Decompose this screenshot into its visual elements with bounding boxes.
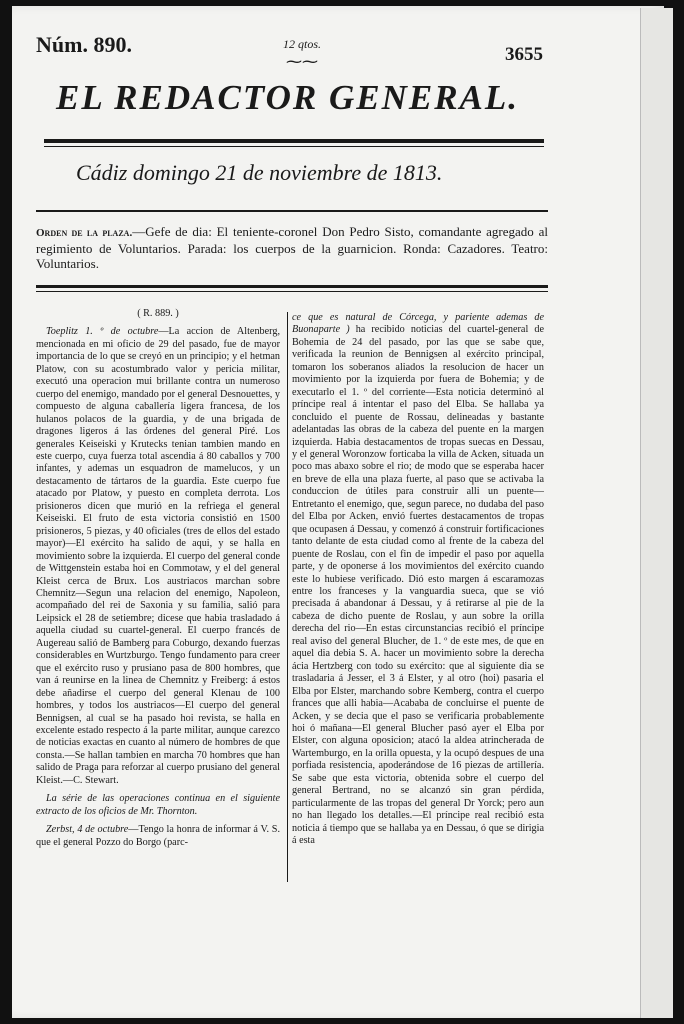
dateline: Cádiz domingo 21 de noviembre de 1813. xyxy=(76,160,443,185)
dateline-rule xyxy=(36,210,548,212)
orden-de-la-plaza xyxy=(36,224,548,271)
price-label: 12 qtos. xyxy=(283,37,322,51)
masthead-rule-thin xyxy=(44,146,544,147)
section-rule xyxy=(36,285,548,288)
article-zerbst xyxy=(36,824,280,849)
orden-label: Orden de la plaza. xyxy=(36,227,133,239)
reference-label: ( R. 889. ) xyxy=(137,308,179,319)
article-toeplitz xyxy=(36,326,280,787)
left-column xyxy=(36,308,280,849)
right-column xyxy=(292,312,544,847)
toeplitz-dateline: Toeplitz 1. º de octubre xyxy=(46,326,159,338)
page-edge xyxy=(640,8,673,1018)
continuation-text: ha recibido noticias del cuartel-general de Bohemia de 24 del pasado, por las que se sabe que, verificada la reunion de Bennigsen al exército principal, tomaron los soberanos aliados la resolucion de hacer un movimiento por la izquierda por fuera de Bohemia; y de executarlo el 1. º del corriente—Esta noticia determinó al príncipe real á intentar el paso del Elba. Se hallaba ya concluido el puente de Rossau, delineadas y bastante adelantadas las obras de la cabeza del puente en la margen izquierda. Habia destacamentos de tropas suecas en Dessau, y el general Woronzow forticaba la villa de Acken, situada un poco mas abaxo sobre el rio; de modo que se esperaba hacer en breve de ella una plaza fuerte, al paso que se activaba la conduccion de útiles para construir alli un puente—Entretanto el enemigo, que, segun parece, no dudaba del paso del Elba por Acken, envió fuertes destacamentos de tropas que ocupasen á Dessau, y comenzó á construir fortificaciones tanto delante de esta ciudad como al frente de la cabeza del puente de Roslau, con el fin de impedir el paso por aquella parte, y de oponerse á los movimientos del exército cuando este lo hubiese verificado. Dió esto margen á escaramozas entre los franceses y la vanguardia sueca, que se vió precisada á abandonar á Dessau, y á retirarse al pie de la cabeza de dicho puente de Roslau, y aun sobre la orilla derecha del rio—En estas circunstancias recibió el príncipe real aviso del general Blucher, de 1. º de este mes, de que en aquel dia debia S. A. hacer un movimiento sobre la derecha ácia Hertzberg con todo su exército: que al siguiente dia se trasladaria á Jesser, el 3 á Elster, y al otro (hoi) pasaria el Elba por Elster, marchando sobre Kemberg, contra el cuerpo frances que alli habia—Acababa de concluirse el puente de Acken, y se decia que el paso se verificaria probablemente hoi ó mañana—El general Blucher pasó ayer el Elba por Elster, con alguna oposicion; atacó la aldea atrincherada de Wartemburgo, en la orilla opuesta, y la ocupó despues de una porfiada resistencia, apoderándose de 16 piezas de artillería. Se sabe que esta victoria, obtenida sobre el cuerpo del general Bertrand, no se alcanzó sin gran pérdida, particularmente de las tropas del general Dr Yorck; pero aun no han llegado los detalles.—El príncipe real recibió esta noticia á tiempo que se hallaba ya en Dessau, ó que se dirigia á esta xyxy=(292,324,544,847)
zerbst-text: —Tengo la honra de informar á V. S. que el general Pozzo do Borgo (parc- xyxy=(36,824,280,848)
section-rule-thin xyxy=(36,291,548,292)
masthead-title: EL REDACTOR GENERAL. xyxy=(56,78,520,117)
issue-number: Núm. 890. xyxy=(36,32,132,57)
orden-text: —Gefe de dia: El teniente-coronel Don Pedro Sisto, comandante agregado al regimiento de Voluntarios. Parada: los cuerpos de la guarnicion. Ronda: Cazadores. Teatro: Voluntarios. xyxy=(36,224,548,271)
continuation-italic: ce que es natural de Córcega, y pariente ademas de Buonaparte ) xyxy=(292,312,544,336)
ornament-icon: ⁓⁓ xyxy=(286,54,318,71)
series-note: La série de las operaciones continua en el siguiente extracto de los oficios de Mr. Thornton. xyxy=(36,793,280,817)
article-continuation xyxy=(292,312,544,847)
toeplitz-text: —La accion de Altenberg, mencionada en mi oficio de 29 del pasado, fue de mayor importancia de lo que se creyó en un principio; y el hetman Platow, con su acostumbrado valor y pericia militar, executó una operacion mui brillante contra un numeroso cuerpo del enemigo, mandado por el general Desnouettes, y compuesto de alguna caballería ligera francesa, de los hulanos polacos de la guardia, y de una brigada de dragones ligeros á las órdenes del general Piré. Los generales Keiseiski y Krutecks tenian tambien mando en este cuerpo, cuya fuerza total ascendia á 80 caballos y 700 infantes, y ademas un esquadron de mamelucos, y un destacamento de tártaros de la guardia. Este cuerpo fue atacado por Platow, y puesto en completa derrota. Los prisioneros dicen que murió en la refriega el general Keiseiski. El fruto de esta victoria consistió en 1500 prisioneros, 5 piezas, y 40 oficiales (tres de ellos del estado mayor)—El exército ha salido de aqui, y se halla en movimiento sobre la izquierda. El cuerpo del general conde de Wittgenstein estaba hoi en Commotaw, y el del general Kleist cerca de Brux. Los austriacos marchan sobre Chemnitz—Segun una relacion del enemigo, Napoleon, acompañado del rei de Saxonia y su familia, salió para Leipsick el 28 de setiembre; dicese que habia trasladado á aquella ciudad su cuartel-general. El cuerpo francés de Augereau salió de Bamberg para Coburgo, dexando fuerzas considerables en Wurtzburgo. Tengo fundamento para creer que el exército ruso y prusiano pasa de 800 hombres, que van á reunirse en la linea de Chemnitz y Freiberg: á estos debe añadirse el cuerpo del general Klenau de 100 hombres, y todos los austriacos—El cuerpo del general Bennigsen, al cual se ha pasado hoi revista, se halla en excelente estado respecto á la parte militar, aunque carezco de noticias exactas en cuanto al número de hombres de que consta.—Se hallan tambien en marcha 70 hombres que han salido de Praga para reforzar al cuerpo prusiano del general Kleist.—C. Stewart. xyxy=(36,326,280,786)
page-number: 3655 xyxy=(505,44,543,65)
zerbst-dateline: Zerbst, 4 de octubre xyxy=(46,824,129,836)
masthead-rule xyxy=(44,139,544,143)
column-divider xyxy=(287,312,288,882)
